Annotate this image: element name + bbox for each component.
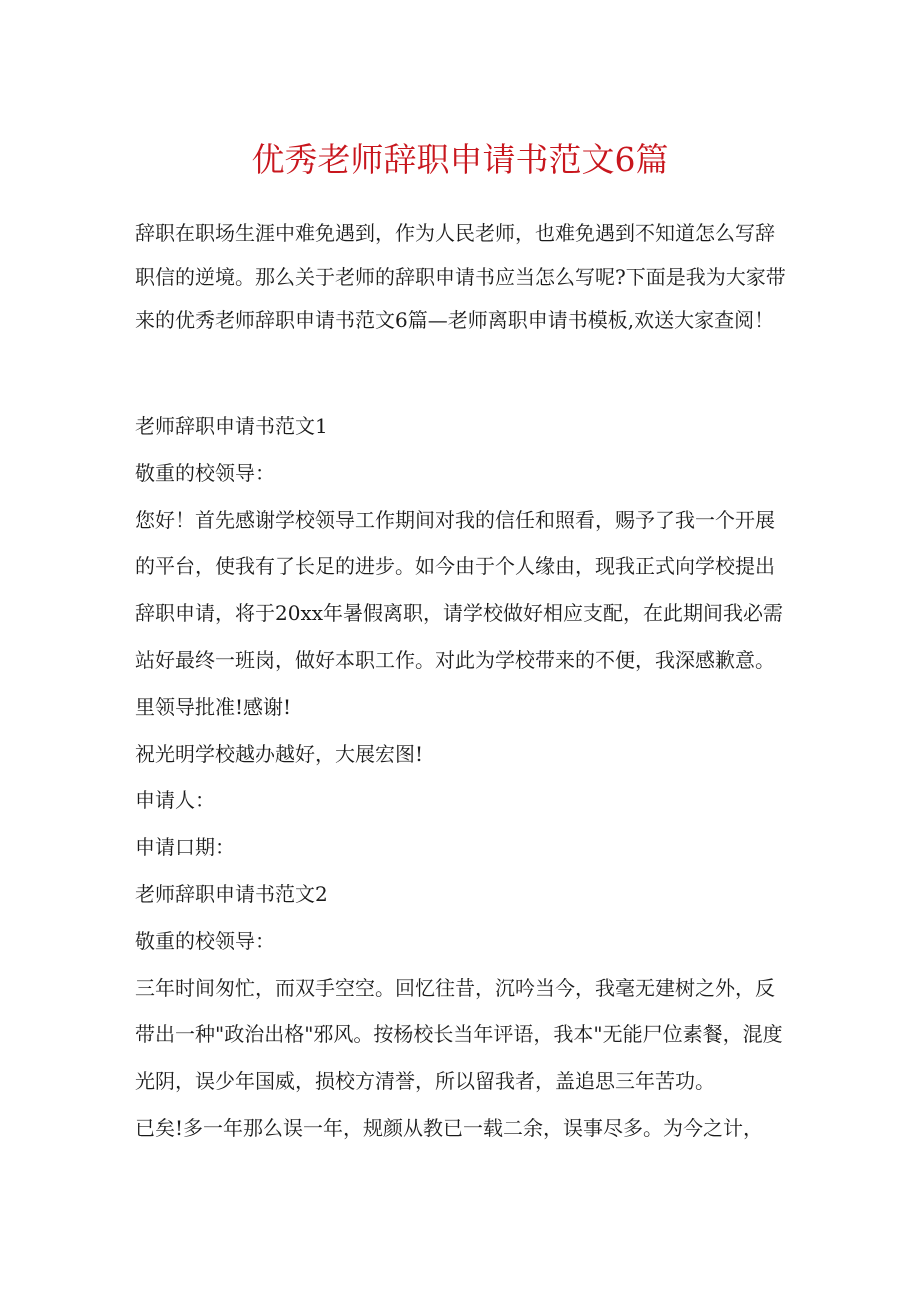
body-line: 的平台，使我有了长足的进步。如今由于个人缘由，现我正式向学校提出 [135,554,775,579]
salutation: 敬重的校领导： [135,928,275,953]
salutation: 敬重的校领导： [135,460,275,485]
body-line: 祝光明学校越办越好，大展宏图! [135,741,424,766]
intro-line: 辞职在职场生涯中难免遇到，作为人民老师，也难免遇到不知道怎么写辞 [135,221,775,245]
intro-paragraph [135,212,785,343]
body-line: 带出一种"政治出格"邪风。按杨校长当年评语，我本"无能尸位素餐，混度 [135,1022,783,1047]
body-line: 您好！首先感谢学校领导工作期间对我的信任和照看，赐予了我一个开展 [135,507,775,532]
section-heading: 老师辞职申请书范文2 [135,881,328,906]
intro-line: 来的优秀老师辞职申请书范文6篇—老师离职申请书模板,欢送大家查阅！ [135,308,775,332]
body-line: 光阴，误少年国威，损校方清誉，所以留我者，盖追思三年苦功。 [135,1069,715,1094]
body-line: 三年时间匆忙，而双手空空。回忆往昔，沉吟当今，我毫无建树之外，反 [135,975,775,1000]
applicant-label: 申请人： [135,788,215,813]
section-heading: 老师辞职申请书范文1 [135,414,328,438]
date-label: 申请口期： [135,835,235,860]
body-line: 已矣!多一年那么误一年，规颜从教已一载二余，误事尽多。为今之计， [135,1115,764,1140]
letter-body [135,403,785,1152]
document-title: 优秀老师辞职申请书范文6篇 [251,140,669,179]
body-line: 里领导批准!感谢! [135,694,292,719]
intro-line: 职信的逆境。那么关于老师的辞职申请书应当怎么写呢?下面是我为大家带 [135,264,786,289]
body-line: 站好最终一班岗，做好本职工作。对此为学校带来的不便，我深感歉意。 [135,647,775,672]
body-line: 辞职申请，将于20xx年暑假离职，请学校做好相应支配，在此期间我必需 [135,601,784,626]
